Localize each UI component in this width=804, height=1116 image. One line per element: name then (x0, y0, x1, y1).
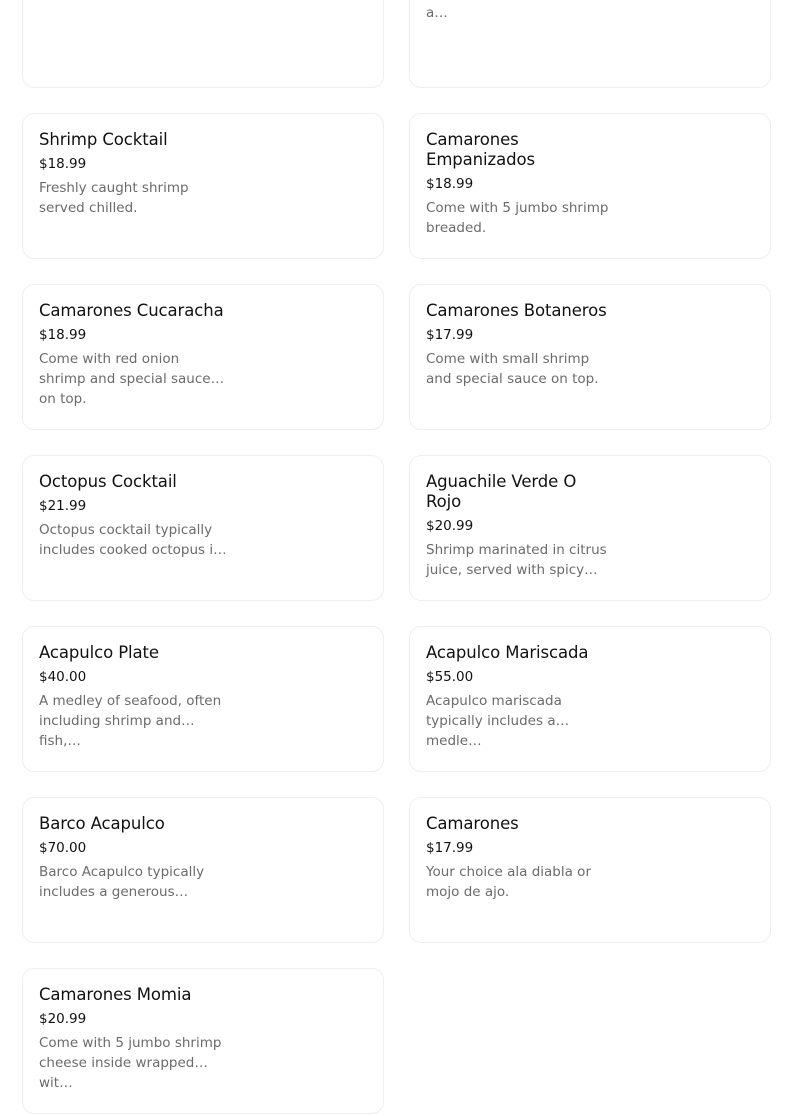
menu-item-text (426, 643, 614, 749)
menu-item-name: Camarones Cucaracha (39, 301, 224, 320)
menu-item-text (426, 814, 614, 902)
menu-item-name: Acapulco Mariscada (426, 643, 589, 662)
menu-item-name: Octopus Cocktail (39, 472, 177, 491)
menu-item-card[interactable] (22, 455, 384, 601)
menu-item-card[interactable] (409, 455, 771, 601)
menu-item-price: $70.00 (39, 840, 87, 856)
menu-item-price: $20.99 (426, 518, 474, 534)
menu-item-card[interactable] (22, 626, 384, 772)
menu-item-description: Come with 5 jumbo shrimp cheese inside wrapped wit… (39, 1035, 222, 1091)
menu-item-name: Aguachile Verde O Rojo (426, 472, 577, 511)
menu-item-price: $17.99 (426, 327, 474, 343)
menu-item-description: Come with small shrimp and special sauce on top. (426, 351, 599, 387)
menu-item-name: Camarones (426, 814, 519, 833)
menu-item-description: Freshly caught shrimp served chilled. (39, 180, 189, 216)
menu-item-description: Come with 5 jumbo shrimp breaded. (426, 200, 609, 236)
menu-item-description: Your choice ala diabla or mojo de ajo. (426, 864, 591, 900)
menu-item-description: A medley of seafood, often including shrimp and fish,… (39, 693, 222, 749)
menu-item-description: Barco Acapulco typically includes a generous… (39, 864, 205, 900)
menu-item-text (39, 814, 227, 902)
menu-item-text (426, 301, 614, 389)
menu-item-price: $17.99 (426, 840, 474, 856)
menu-item-description: Shrimp marinated in citrus juice, served with spicy… (426, 542, 607, 578)
menu-item-text (39, 130, 227, 218)
menu-item-card[interactable] (22, 968, 384, 1114)
menu-item-card[interactable] (409, 284, 771, 430)
menu-item-text (39, 301, 227, 407)
menu-item-name: Shrimp Cocktail (39, 130, 168, 149)
menu-item-price: $20.99 (39, 1011, 87, 1027)
menu-item-text (39, 985, 227, 1091)
menu-item-card[interactable] (22, 0, 384, 88)
menu-item-price: $40.00 (39, 669, 87, 685)
menu-item-price: $55.00 (426, 669, 474, 685)
menu-item-name: Camarones Empanizados (426, 130, 535, 169)
menu-item-name: Acapulco Plate (39, 643, 159, 662)
menu-item-card[interactable] (409, 0, 771, 88)
menu-item-name: Barco Acapulco (39, 814, 165, 833)
menu-item-card[interactable] (22, 284, 384, 430)
menu-item-text (426, 130, 614, 238)
menu-item-text (39, 643, 227, 749)
menu-item-name: Camarones Botaneros (426, 301, 607, 320)
menu-item-price: $18.99 (39, 327, 87, 343)
menu-item-text (426, 0, 614, 21)
menu-item-description: Octopus cocktail typically includes cooked octopus i… (39, 522, 227, 558)
menu-items-grid (22, 0, 771, 1114)
menu-item-text (426, 472, 614, 580)
menu-item-description: Come with red onion shrimp and special sauce on top. (39, 351, 211, 407)
menu-item-description: Acapulco mariscada typically includes a medle… (426, 693, 562, 749)
menu-item-card[interactable] (409, 113, 771, 259)
menu-item-price: $18.99 (39, 156, 87, 172)
menu-item-card[interactable] (22, 797, 384, 943)
menu-item-card[interactable] (409, 626, 771, 772)
menu-item-card[interactable] (22, 113, 384, 259)
menu-item-text (39, 472, 227, 560)
menu-item-price: $21.99 (39, 498, 87, 514)
menu-item-price: $18.99 (426, 176, 474, 192)
menu-item-description: a… (426, 5, 448, 21)
menu-item-card[interactable] (409, 797, 771, 943)
menu-item-name: Camarones Momia (39, 985, 192, 1004)
